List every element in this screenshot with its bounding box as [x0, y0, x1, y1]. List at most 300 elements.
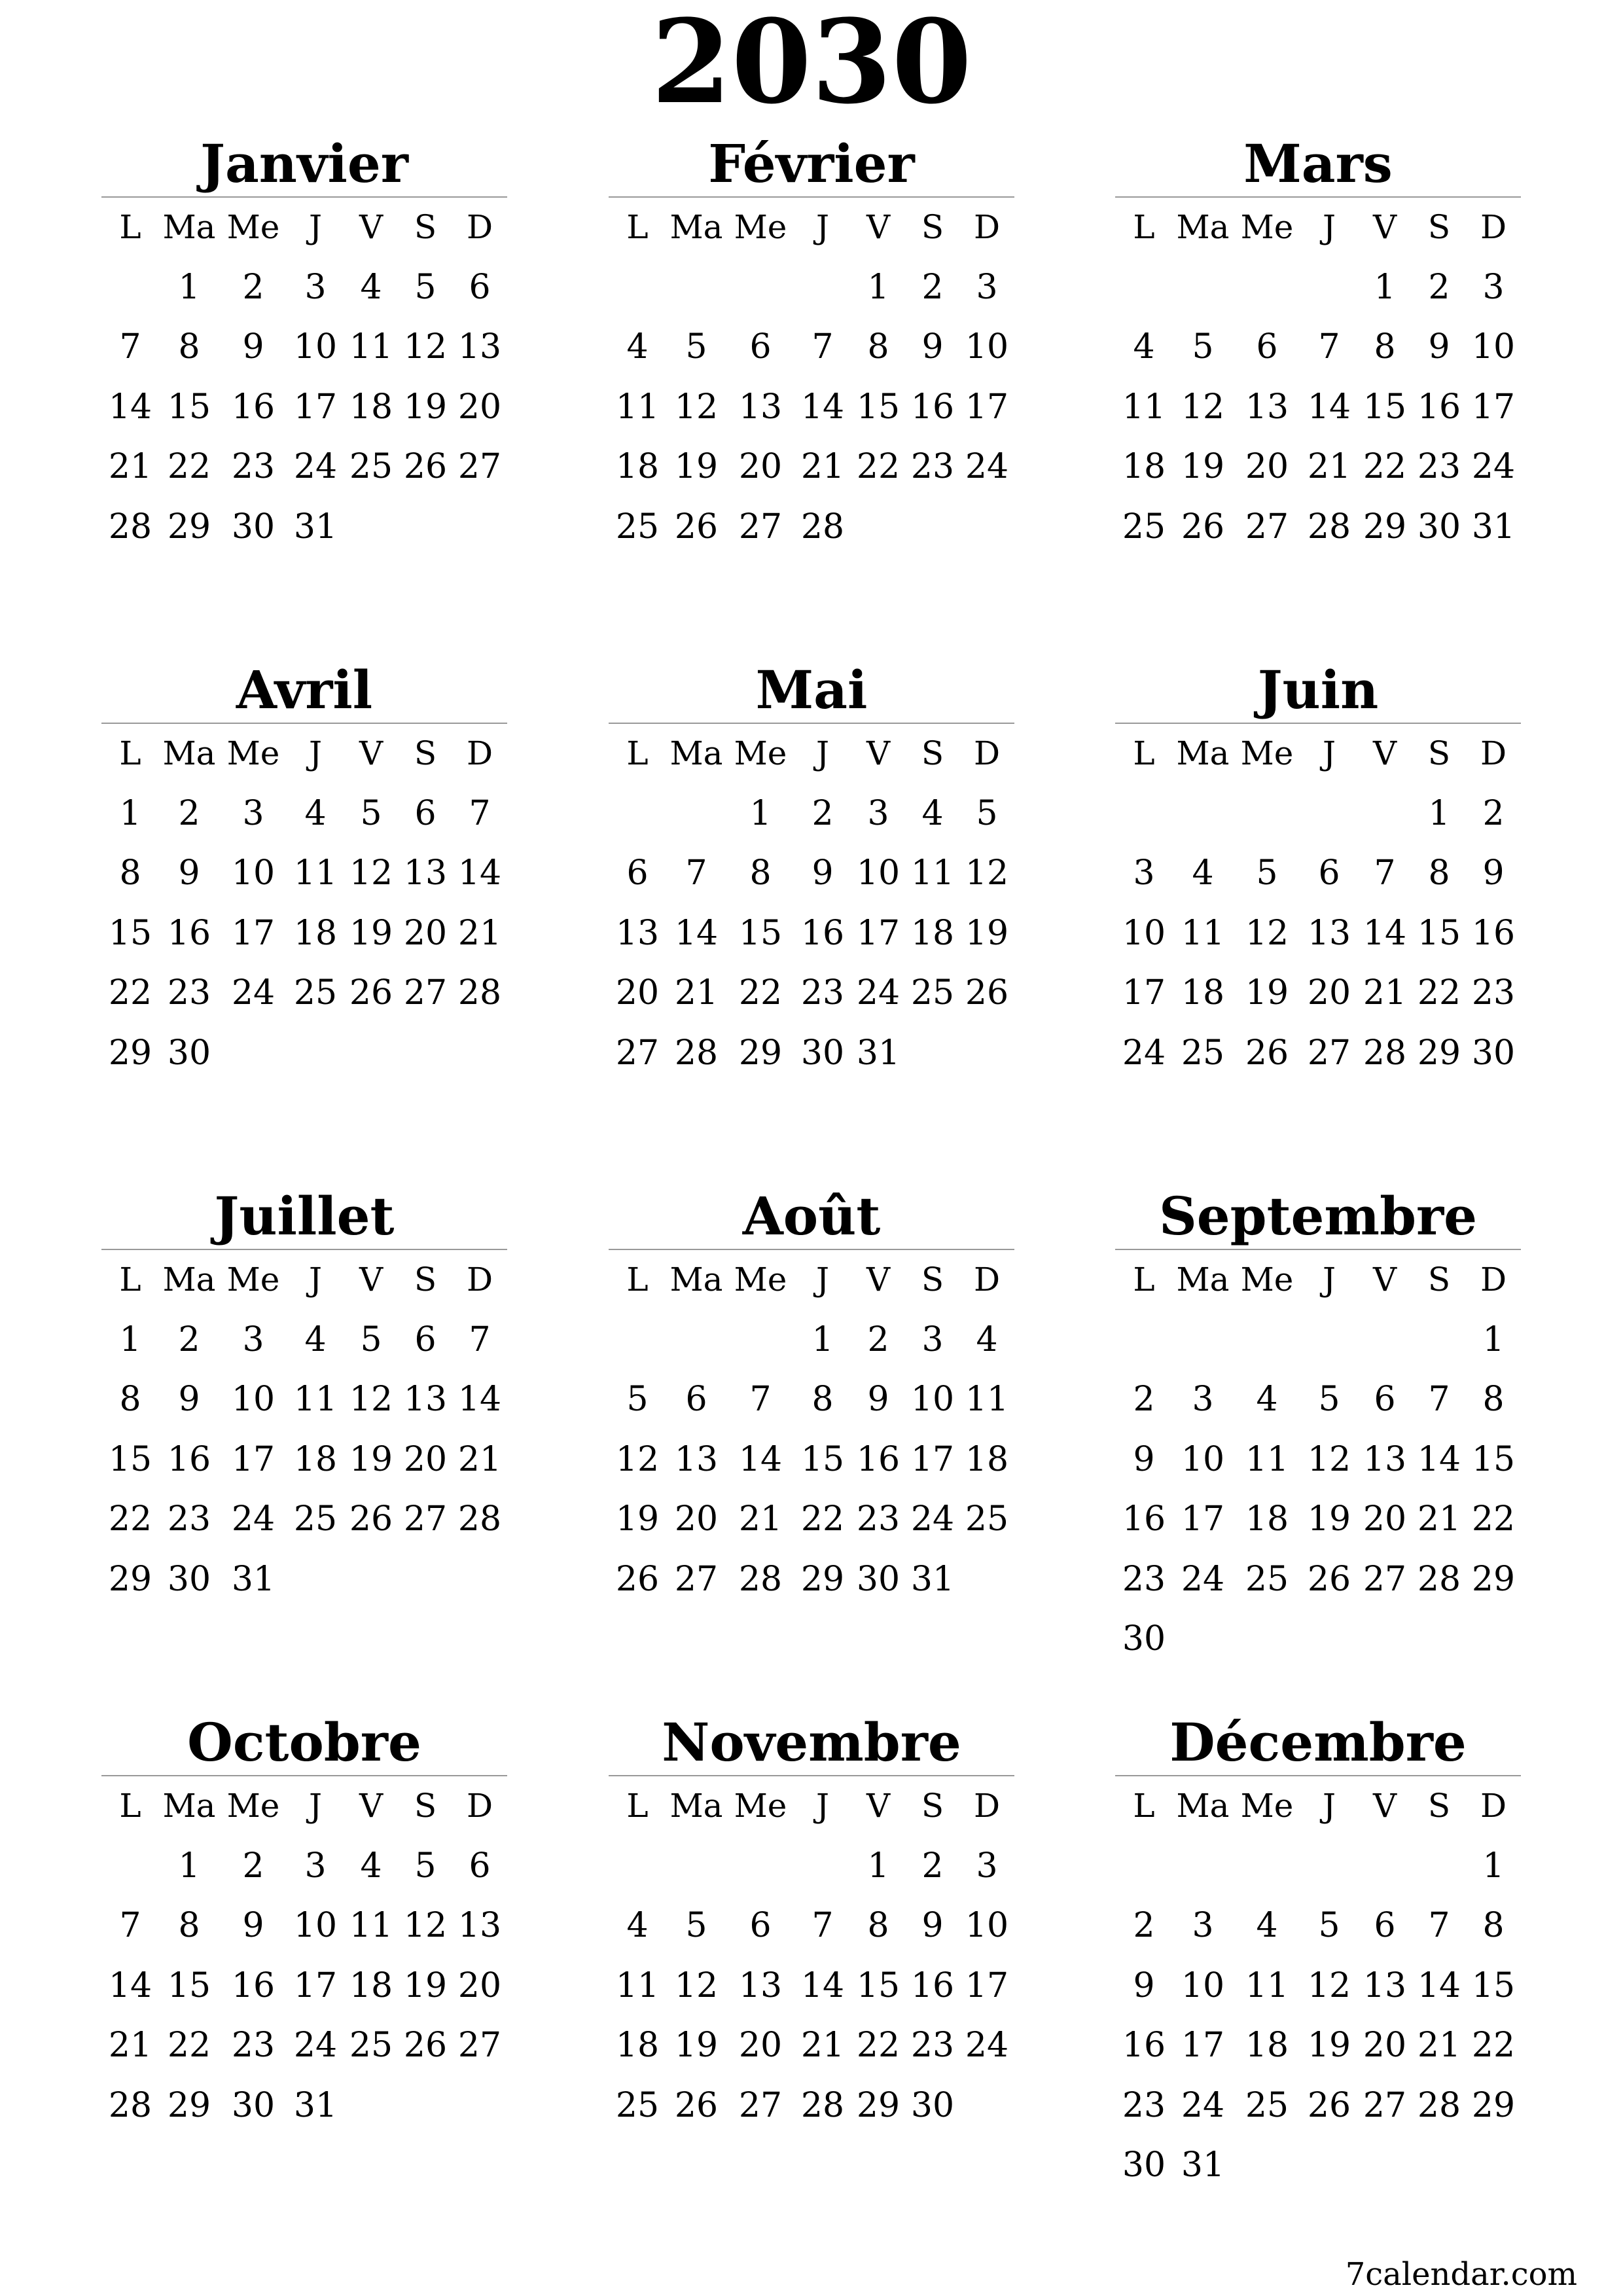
weekday-header: Me [734, 734, 787, 772]
day-cell: 3 [976, 267, 998, 307]
day-cell: 1 [1482, 1846, 1505, 1886]
day-cell: 17 [1181, 2026, 1225, 2065]
weekday-header: D [973, 208, 1001, 246]
day-cell: 4 [360, 267, 382, 307]
day-cell: 23 [167, 1499, 211, 1539]
day-cell: 26 [403, 2026, 448, 2065]
day-cell: 30 [1122, 1619, 1166, 1659]
day-cell: 18 [615, 447, 660, 486]
day-cell: 16 [910, 387, 955, 427]
day-cell: 16 [1471, 913, 1516, 953]
day-cell: 26 [403, 447, 448, 486]
day-cell: 12 [403, 327, 448, 367]
weekday-header: Me [734, 1261, 787, 1299]
weekday-header: Me [734, 1787, 787, 1825]
day-cell: 4 [304, 1319, 327, 1359]
day-cell: 3 [1192, 1906, 1214, 1945]
day-cell: 7 [469, 793, 491, 833]
day-cell: 16 [856, 1439, 901, 1479]
day-cell: 14 [674, 913, 719, 953]
day-cell: 30 [231, 2085, 276, 2125]
day-cell: 29 [167, 2085, 211, 2125]
day-cell: 18 [349, 1965, 393, 2005]
day-cell: 24 [1181, 2085, 1225, 2125]
empty-day-cell [794, 1837, 851, 1897]
day-cell: 4 [1256, 1380, 1278, 1419]
day-cell: 22 [1363, 447, 1407, 486]
day-cell: 6 [1318, 853, 1340, 893]
month-name: Septembre [1158, 1185, 1478, 1247]
day-cell: 6 [469, 267, 491, 307]
day-cell: 20 [738, 2026, 783, 2065]
weekday-header: J [815, 1261, 830, 1299]
day-cell: 8 [867, 327, 889, 367]
day-cell: 5 [360, 793, 382, 833]
weekday-header: V [866, 1787, 891, 1825]
day-cell: 4 [921, 793, 944, 833]
weekday-header: J [1322, 734, 1336, 772]
day-cell: 30 [856, 1559, 901, 1599]
empty-day-cell [1412, 1837, 1466, 1897]
day-cell: 19 [1307, 1499, 1351, 1539]
day-cell: 14 [1307, 387, 1351, 427]
month-block [1115, 657, 1521, 1083]
day-cell: 17 [293, 1965, 338, 2005]
month-block [1115, 131, 1521, 557]
day-cell: 17 [1471, 387, 1516, 427]
day-cell: 24 [293, 447, 338, 486]
day-cell: 23 [231, 447, 276, 486]
day-cell: 25 [910, 973, 955, 1013]
weekday-header: D [1480, 1787, 1507, 1825]
weekday-header: Me [226, 734, 280, 772]
day-grid [101, 1776, 507, 2136]
empty-day-cell [1301, 1837, 1357, 1897]
day-cell: 23 [1122, 2085, 1166, 2125]
day-cell: 21 [800, 447, 845, 486]
weekday-header: Me [734, 208, 787, 246]
weekday-header: S [1427, 208, 1451, 246]
day-cell: 25 [1181, 1033, 1225, 1073]
weekday-header: S [1427, 734, 1451, 772]
weekday-header: D [1480, 734, 1507, 772]
day-cell: 26 [615, 1559, 660, 1599]
day-cell: 22 [738, 973, 783, 1013]
day-cell: 5 [626, 1380, 649, 1419]
weekday-header: J [815, 734, 830, 772]
day-cell: 29 [1363, 507, 1407, 547]
day-cell: 29 [800, 1559, 845, 1599]
empty-day-cell [1173, 784, 1233, 844]
month-name: Novembre [662, 1712, 961, 1773]
day-cell: 18 [1181, 973, 1225, 1013]
day-grid [101, 724, 507, 1083]
footer-site-link[interactable]: 7calendar.com [1345, 2256, 1577, 2293]
day-cell: 23 [1471, 973, 1516, 1013]
day-cell: 15 [800, 1439, 845, 1479]
day-cell: 3 [304, 267, 327, 307]
day-cell: 4 [304, 793, 327, 833]
day-cell: 16 [1417, 387, 1461, 427]
day-cell: 13 [403, 1380, 448, 1419]
day-cell: 11 [1245, 1439, 1289, 1479]
day-cell: 31 [231, 1559, 276, 1599]
day-cell: 3 [921, 1319, 944, 1359]
day-cell: 5 [976, 793, 998, 833]
weekday-header: J [815, 208, 830, 246]
day-cell: 11 [293, 853, 338, 893]
weekday-header: Ma [162, 734, 216, 772]
day-cell: 19 [674, 2026, 719, 2065]
day-cell: 4 [1133, 327, 1155, 367]
day-cell: 1 [812, 1319, 834, 1359]
day-cell: 3 [304, 1846, 327, 1886]
day-cell: 10 [231, 853, 276, 893]
day-cell: 20 [457, 1965, 502, 2005]
day-cell: 18 [293, 1439, 338, 1479]
weekday-header: V [1372, 734, 1397, 772]
weekday-header: D [973, 734, 1001, 772]
day-grid [1115, 724, 1521, 1083]
day-cell: 20 [1307, 973, 1351, 1013]
weekday-header: S [921, 734, 944, 772]
day-cell: 24 [910, 1499, 955, 1539]
month-block [1115, 1183, 1521, 1670]
day-cell: 6 [626, 853, 649, 893]
day-cell: 16 [910, 1965, 955, 2005]
day-cell: 20 [1245, 447, 1289, 486]
day-cell: 9 [812, 853, 834, 893]
day-cell: 5 [685, 327, 707, 367]
weekday-header: Me [1240, 208, 1294, 246]
weekday-header: S [921, 1261, 944, 1299]
day-grid [1115, 1250, 1521, 1670]
day-cell: 15 [856, 387, 901, 427]
day-cell: 10 [293, 1906, 338, 1945]
day-cell: 31 [293, 507, 338, 547]
day-cell: 5 [1192, 327, 1214, 367]
day-cell: 29 [1471, 1559, 1516, 1599]
day-cell: 12 [965, 853, 1009, 893]
day-cell: 11 [349, 327, 393, 367]
day-cell: 28 [108, 507, 152, 547]
day-cell: 21 [108, 2026, 152, 2065]
day-cell: 6 [749, 1906, 772, 1945]
day-cell: 26 [1307, 2085, 1351, 2125]
day-cell: 24 [965, 447, 1009, 486]
day-cell: 24 [231, 973, 276, 1013]
day-cell: 14 [457, 1380, 502, 1419]
day-cell: 20 [403, 913, 448, 953]
day-cell: 22 [108, 1499, 152, 1539]
day-cell: 9 [242, 327, 264, 367]
weekday-header: Me [1240, 734, 1294, 772]
day-cell: 12 [1307, 1439, 1351, 1479]
day-cell: 15 [1363, 387, 1407, 427]
empty-day-cell [666, 258, 726, 318]
empty-day-cell [1173, 258, 1233, 318]
day-cell: 19 [403, 1965, 448, 2005]
day-cell: 13 [738, 387, 783, 427]
weekday-header: J [308, 734, 323, 772]
day-cell: 10 [965, 327, 1009, 367]
weekday-header: J [308, 1787, 323, 1825]
empty-day-cell [1233, 1837, 1301, 1897]
day-cell: 18 [1245, 2026, 1289, 2065]
day-cell: 30 [167, 1559, 211, 1599]
month-name: Août [742, 1185, 881, 1247]
day-cell: 29 [108, 1559, 152, 1599]
day-cell: 24 [1181, 1559, 1225, 1599]
weekday-header: S [414, 1787, 437, 1825]
day-cell: 16 [1122, 1499, 1166, 1539]
day-cell: 28 [800, 2085, 845, 2125]
weekday-header: S [414, 734, 437, 772]
day-cell: 14 [457, 853, 502, 893]
weekday-header: L [119, 208, 141, 246]
day-cell: 17 [856, 913, 901, 953]
day-cell: 26 [1245, 1033, 1289, 1073]
day-cell: 22 [1471, 2026, 1516, 2065]
day-cell: 15 [167, 1965, 211, 2005]
day-cell: 18 [1245, 1499, 1289, 1539]
day-cell: 24 [856, 973, 901, 1013]
day-cell: 7 [1428, 1906, 1450, 1945]
day-cell: 16 [1122, 2026, 1166, 2065]
day-cell: 13 [457, 327, 502, 367]
weekday-header: Ma [1176, 1261, 1230, 1299]
day-cell: 26 [349, 1499, 393, 1539]
weekday-header: Me [1240, 1261, 1294, 1299]
empty-day-cell [609, 258, 666, 318]
weekday-header: D [466, 1261, 493, 1299]
day-cell: 23 [167, 973, 211, 1013]
day-cell: 28 [1307, 507, 1351, 547]
day-cell: 4 [626, 327, 649, 367]
day-cell: 17 [231, 1439, 276, 1479]
day-cell: 1 [867, 267, 889, 307]
day-cell: 18 [1122, 447, 1166, 486]
weekday-header: L [1133, 208, 1155, 246]
weekday-header: J [1322, 208, 1336, 246]
day-cell: 3 [242, 793, 264, 833]
day-grid [101, 198, 507, 557]
day-cell: 27 [1363, 1559, 1407, 1599]
day-cell: 23 [1122, 1559, 1166, 1599]
day-cell: 2 [1428, 267, 1450, 307]
day-cell: 30 [1417, 507, 1461, 547]
weekday-header: S [1427, 1261, 1451, 1299]
day-cell: 12 [349, 1380, 393, 1419]
day-cell: 22 [108, 973, 152, 1013]
day-cell: 27 [457, 2026, 502, 2065]
empty-day-cell [726, 258, 794, 318]
empty-day-cell [726, 1837, 794, 1897]
day-cell: 20 [457, 387, 502, 427]
day-cell: 1 [1374, 267, 1396, 307]
weekday-header: D [466, 208, 493, 246]
empty-day-cell [666, 1310, 726, 1371]
day-cell: 4 [976, 1319, 998, 1359]
day-cell: 13 [1245, 387, 1289, 427]
day-cell: 7 [685, 853, 707, 893]
day-cell: 6 [1374, 1906, 1396, 1945]
day-cell: 17 [1122, 973, 1166, 1013]
day-cell: 30 [1122, 2145, 1166, 2185]
weekday-header: Ma [162, 1787, 216, 1825]
day-cell: 15 [1471, 1965, 1516, 2005]
day-cell: 5 [1256, 853, 1278, 893]
weekday-header: L [626, 1787, 649, 1825]
empty-day-cell [609, 784, 666, 844]
day-cell: 27 [674, 1559, 719, 1599]
day-cell: 22 [1471, 1499, 1516, 1539]
day-cell: 2 [242, 1846, 264, 1886]
day-cell: 9 [867, 1380, 889, 1419]
day-cell: 15 [856, 1965, 901, 2005]
empty-day-cell [1173, 1310, 1233, 1371]
day-cell: 28 [457, 1499, 502, 1539]
empty-day-cell [1357, 784, 1412, 844]
day-cell: 1 [178, 1846, 200, 1886]
weekday-header: S [414, 1261, 437, 1299]
day-cell: 18 [293, 913, 338, 953]
empty-day-cell [1357, 1310, 1412, 1371]
empty-day-cell [1233, 784, 1301, 844]
day-cell: 9 [921, 1906, 944, 1945]
day-cell: 26 [349, 973, 393, 1013]
month-name: Février [708, 133, 915, 194]
day-cell: 7 [1428, 1380, 1450, 1419]
day-cell: 21 [1417, 1499, 1461, 1539]
day-cell: 31 [910, 1559, 955, 1599]
month-name: Décembre [1169, 1712, 1467, 1773]
day-cell: 21 [108, 447, 152, 486]
day-cell: 11 [1181, 913, 1225, 953]
day-cell: 8 [749, 853, 772, 893]
month-block [609, 131, 1014, 557]
weekday-header: Ma [669, 208, 723, 246]
day-cell: 7 [1318, 327, 1340, 367]
day-cell: 13 [457, 1906, 502, 1945]
month-name: Avril [236, 659, 373, 721]
day-cell: 13 [403, 853, 448, 893]
weekday-header: Ma [1176, 734, 1230, 772]
day-cell: 17 [231, 913, 276, 953]
day-cell: 8 [1482, 1380, 1505, 1419]
day-cell: 9 [1133, 1965, 1155, 2005]
day-cell: 6 [1256, 327, 1278, 367]
day-cell: 15 [738, 913, 783, 953]
day-cell: 11 [1245, 1965, 1289, 2005]
day-cell: 8 [1374, 327, 1396, 367]
day-cell: 31 [856, 1033, 901, 1073]
day-cell: 25 [293, 1499, 338, 1539]
day-cell: 15 [1417, 913, 1461, 953]
day-cell: 22 [856, 2026, 901, 2065]
month-block [101, 1183, 507, 1609]
month-name: Juillet [214, 1185, 395, 1247]
weekday-header: Ma [669, 1261, 723, 1299]
day-cell: 12 [403, 1906, 448, 1945]
weekday-header: V [1372, 1787, 1397, 1825]
day-cell: 28 [1363, 1033, 1407, 1073]
day-cell: 16 [800, 913, 845, 953]
day-cell: 26 [674, 507, 719, 547]
day-cell: 27 [403, 1499, 448, 1539]
day-cell: 12 [674, 387, 719, 427]
day-cell: 16 [167, 1439, 211, 1479]
day-cell: 13 [1363, 1965, 1407, 2005]
day-cell: 7 [812, 327, 834, 367]
day-cell: 1 [178, 267, 200, 307]
day-cell: 6 [1374, 1380, 1396, 1419]
day-cell: 12 [1181, 387, 1225, 427]
day-cell: 8 [1482, 1906, 1505, 1945]
day-cell: 18 [615, 2026, 660, 2065]
empty-day-cell [1357, 1837, 1412, 1897]
day-cell: 5 [414, 1846, 437, 1886]
day-cell: 26 [674, 2085, 719, 2125]
day-cell: 27 [457, 447, 502, 486]
day-cell: 11 [293, 1380, 338, 1419]
weekday-header: J [308, 208, 323, 246]
day-cell: 1 [119, 1319, 141, 1359]
day-cell: 5 [360, 1319, 382, 1359]
day-cell: 23 [856, 1499, 901, 1539]
day-cell: 11 [965, 1380, 1009, 1419]
day-cell: 1 [1482, 1319, 1505, 1359]
weekday-header: L [119, 1261, 141, 1299]
weekday-header: V [1372, 208, 1397, 246]
day-cell: 29 [1417, 1033, 1461, 1073]
weekday-header: L [626, 208, 649, 246]
day-cell: 15 [108, 913, 152, 953]
day-cell: 10 [293, 327, 338, 367]
empty-day-cell [1115, 1837, 1173, 1897]
day-cell: 6 [469, 1846, 491, 1886]
weekday-header: L [1133, 1261, 1155, 1299]
day-cell: 3 [976, 1846, 998, 1886]
day-cell: 13 [738, 1965, 783, 2005]
day-cell: 20 [403, 1439, 448, 1479]
day-cell: 8 [119, 1380, 141, 1419]
day-cell: 27 [1307, 1033, 1351, 1073]
day-cell: 21 [738, 1499, 783, 1539]
empty-day-cell [1301, 1310, 1357, 1371]
empty-day-cell [1115, 258, 1173, 318]
day-cell: 23 [910, 2026, 955, 2065]
empty-day-cell [1233, 1310, 1301, 1371]
day-cell: 25 [1122, 507, 1166, 547]
day-cell: 30 [1471, 1033, 1516, 1073]
day-cell: 7 [812, 1906, 834, 1945]
weekday-header: D [973, 1787, 1001, 1825]
empty-day-cell [101, 258, 159, 318]
year-title: 2030 [651, 0, 972, 130]
day-grid [101, 1250, 507, 1609]
day-cell: 3 [242, 1319, 264, 1359]
day-cell: 2 [1482, 793, 1505, 833]
day-cell: 12 [1307, 1965, 1351, 2005]
weekday-header: Me [226, 1261, 280, 1299]
month-block [101, 131, 507, 557]
day-grid [609, 198, 1014, 557]
day-cell: 2 [178, 1319, 200, 1359]
empty-day-cell [1173, 1837, 1233, 1897]
day-cell: 11 [615, 387, 660, 427]
weekday-header: J [815, 1787, 830, 1825]
